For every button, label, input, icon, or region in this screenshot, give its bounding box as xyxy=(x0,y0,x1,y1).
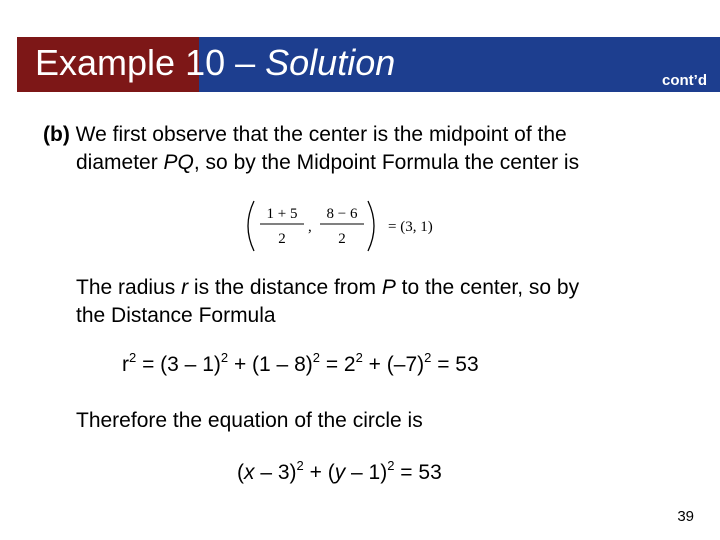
continued-label: cont’d xyxy=(662,72,707,89)
left-paren xyxy=(248,201,254,251)
part-b-line-1 xyxy=(43,121,567,149)
exp-2: 2 xyxy=(220,350,229,365)
circle-term-3: – 1) xyxy=(345,461,388,484)
midpoint-equation xyxy=(242,198,462,254)
exp-3: 2 xyxy=(312,350,320,365)
radius-text-a: The radius xyxy=(76,276,182,299)
comma: , xyxy=(308,219,312,235)
eq-r: r xyxy=(122,353,129,376)
exp-1: 2 xyxy=(129,350,137,365)
circle-term-2: + ( xyxy=(303,461,335,484)
circle-open-1: ( xyxy=(237,461,244,484)
title-dash: – xyxy=(225,42,266,83)
eq-term-3: = 2 xyxy=(319,353,356,376)
eq-term-1: = (3 – 1) xyxy=(136,353,221,376)
part-b-line-2 xyxy=(76,149,579,177)
eq-term-5: = 53 xyxy=(431,353,479,376)
radius-text-c: to the center, so by xyxy=(395,276,580,299)
exp-4: 2 xyxy=(355,350,363,365)
line1-text: We first observe that the center is the midpoint of the xyxy=(69,123,567,146)
circle-exp-2: 2 xyxy=(387,458,395,473)
slide-title xyxy=(35,42,395,84)
title-solution: Solution xyxy=(265,42,396,83)
radius-symbol-r: r xyxy=(181,276,189,299)
part-label: (b) xyxy=(43,123,70,146)
line2-text-a: diameter xyxy=(76,151,164,174)
exp-5: 2 xyxy=(424,350,432,365)
var-y: y xyxy=(334,461,346,484)
fraction-2-denominator: 2 xyxy=(338,231,346,247)
point-p: P xyxy=(381,276,396,299)
line2-text-b: , so by the Midpoint Formula the center is xyxy=(193,151,580,174)
eq-term-2: + (1 – 8) xyxy=(228,353,313,376)
radius-line-2: the Distance Formula xyxy=(76,304,276,327)
eq-term-4: + (–7) xyxy=(362,353,425,376)
fraction-1-numerator: 1 + 5 xyxy=(266,206,298,222)
fraction-1-denominator: 2 xyxy=(278,231,286,247)
page-number: 39 xyxy=(677,508,694,525)
therefore-line: Therefore the equation of the circle is xyxy=(76,409,423,432)
diameter-pq: PQ xyxy=(163,151,194,174)
var-x: x xyxy=(244,461,255,484)
right-paren xyxy=(368,201,374,251)
title-main: Example 10 xyxy=(35,42,226,83)
circle-term-4: = 53 xyxy=(394,461,442,484)
midpoint-result: = (3, 1) xyxy=(388,219,433,235)
circle-exp-1: 2 xyxy=(296,458,304,473)
circle-equation xyxy=(237,458,442,485)
fraction-2-numerator: 8 − 6 xyxy=(326,206,358,222)
circle-term-1: – 3) xyxy=(254,461,297,484)
radius-line-1 xyxy=(76,274,579,302)
distance-equation xyxy=(122,350,479,377)
radius-text-b: is the distance from xyxy=(188,276,382,299)
